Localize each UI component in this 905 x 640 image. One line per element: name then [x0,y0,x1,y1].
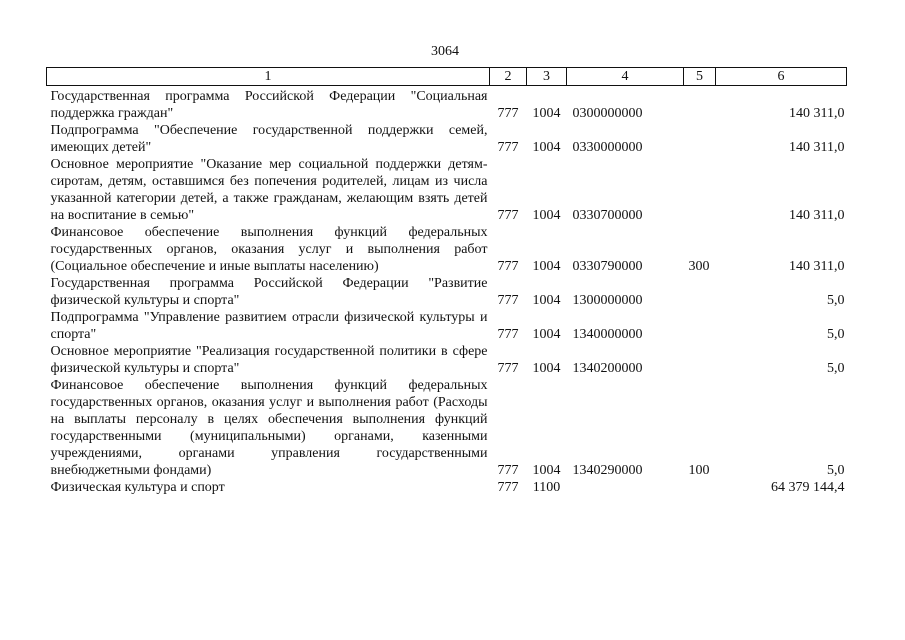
row-col3: 1004 [532,361,561,376]
row-amount: 140 311,0 [789,259,845,274]
row-col2: 777 [497,293,519,308]
row-col3: 1100 [532,480,561,495]
row-col4: 0330700000 [572,208,643,223]
row-amount: 5,0 [827,463,845,478]
table-row [47,377,847,479]
table-row [47,343,847,377]
table-row [47,275,847,309]
row-description: Подпрограмма "Управление развитием отрасли физической культуры и спорта" [50,310,488,342]
row-col5 [684,122,716,156]
row-col2: 777 [497,208,519,223]
row-col5 [684,479,716,496]
row-col2: 777 [497,480,519,495]
row-col4: 1300000000 [572,293,643,308]
row-col3: 1004 [532,140,561,155]
column-header-6: 6 [716,68,847,86]
column-header-3: 3 [527,68,567,86]
row-description: Финансовое обеспечение выполнения функций федеральных государственных органов, оказания услуг и выполнения работ (Расходы на выплаты персоналу в целях обеспечения выполнения функций государственными (муниципальными) органами, казенными учреждениями, органами управления государственными внебюджетными фондами) [50,378,488,478]
row-amount: 5,0 [827,293,845,308]
row-col5: 100 [688,463,710,478]
row-col5 [684,275,716,309]
row-amount: 5,0 [827,327,845,342]
row-col5 [684,156,716,224]
row-amount: 140 311,0 [789,106,845,121]
row-col2: 777 [497,463,519,478]
row-col5: 300 [688,259,710,274]
row-description: Физическая культура и спорт [50,480,225,495]
row-description: Основное мероприятие "Реализация государственной политики в сфере физической культуры и спорта" [50,344,488,376]
table-row [47,86,847,123]
column-header-2: 2 [490,68,527,86]
row-description: Государственная программа Российской Федерации "Развитие физической культуры и спорта" [50,276,488,308]
row-col4: 0300000000 [572,106,643,121]
row-description: Основное мероприятие "Оказание мер социальной поддержки детям-сиротам, детям, оставшимся без попечения родителей, лицам из числа указанной категории детей, а также гражданам, желающим взять детей на воспитание в семью" [50,157,488,223]
page-number: 3064 [431,44,459,59]
row-col2: 777 [497,140,519,155]
table-row [47,224,847,275]
budget-table [46,67,847,496]
row-col4: 0330790000 [572,259,643,274]
row-col2: 777 [497,327,519,342]
row-col5 [684,309,716,343]
row-col4 [567,479,684,496]
row-col5 [684,343,716,377]
row-col3: 1004 [532,463,561,478]
row-amount: 64 379 144,4 [771,480,845,495]
row-col4: 1340000000 [572,327,643,342]
table-row [47,156,847,224]
row-col2: 777 [497,106,519,121]
row-description: Подпрограмма "Обеспечение государственной поддержки семей, имеющих детей" [50,123,488,155]
column-header-4: 4 [567,68,684,86]
table-header [47,68,847,86]
table-row [47,122,847,156]
row-amount: 140 311,0 [789,208,845,223]
table-row [47,479,847,496]
row-col5 [684,86,716,123]
table-body [47,86,847,497]
row-col4: 0330000000 [572,140,643,155]
row-description: Государственная программа Российской Федерации "Социальная поддержка граждан" [50,89,488,121]
row-col2: 777 [497,361,519,376]
row-col3: 1004 [532,106,561,121]
row-col3: 1004 [532,208,561,223]
row-col3: 1004 [532,259,561,274]
row-description: Финансовое обеспечение выполнения функций федеральных государственных органов, оказания услуг и выполнения работ (Социальное обеспечение и иные выплаты населению) [50,225,488,274]
column-header-1: 1 [47,68,490,86]
row-col4: 1340290000 [572,463,643,478]
row-amount: 140 311,0 [789,140,845,155]
column-header-5: 5 [684,68,716,86]
row-col3: 1004 [532,293,561,308]
row-amount: 5,0 [827,361,845,376]
row-col4: 1340200000 [572,361,643,376]
row-col2: 777 [497,259,519,274]
table-row [47,309,847,343]
row-col3: 1004 [532,327,561,342]
